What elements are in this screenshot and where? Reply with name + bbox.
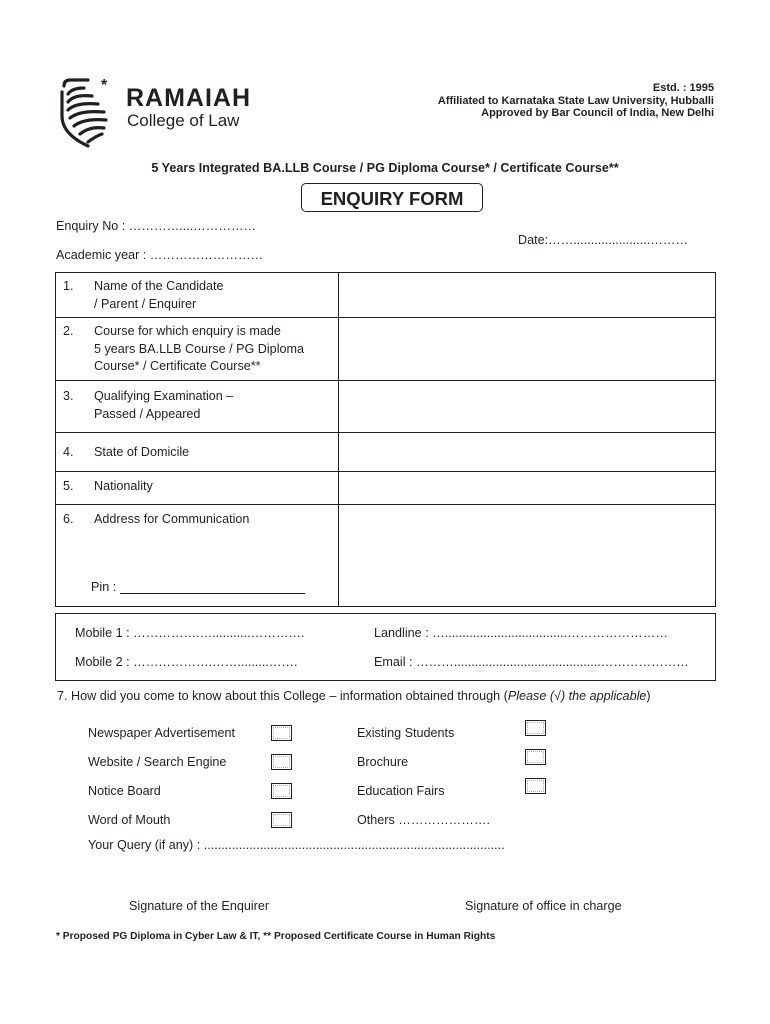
form-title: ENQUIRY FORM — [301, 183, 483, 212]
address-input[interactable] — [339, 505, 716, 607]
signature-enquirer: Signature of the Enquirer — [129, 899, 270, 913]
row-text-line: Passed / Appeared — [94, 406, 201, 421]
row-number: 3. — [63, 389, 74, 403]
signature-office: Signature of office in charge — [465, 899, 622, 913]
established-year: Estd. : 1995 — [652, 82, 714, 94]
svg-text:*: * — [101, 77, 108, 94]
row-text — [94, 278, 224, 313]
pin-line — [120, 581, 305, 594]
row-number: 1. — [63, 279, 74, 293]
contact-box — [55, 613, 716, 681]
footnote: * Proposed PG Diploma in Cyber Law & IT, ** Proposed Certificate Course in Human Rights — [56, 931, 496, 942]
brand-subtitle: College of Law — [127, 111, 240, 130]
row-label — [56, 381, 339, 433]
nationality-input[interactable] — [339, 472, 716, 505]
row-label — [56, 433, 339, 472]
row-text: State of Domicile — [94, 445, 190, 459]
option-label-word-of-mouth: Word of Mouth — [88, 813, 171, 827]
table-row — [56, 472, 716, 505]
landline-field[interactable]: Landline : …...................................…………………… — [374, 626, 668, 640]
table-row — [56, 273, 716, 318]
row-label — [56, 273, 339, 318]
row-label — [56, 318, 339, 381]
date-field[interactable]: Date:……......................……… — [518, 233, 689, 247]
candidate-name-input[interactable] — [339, 273, 716, 318]
mobile1-field[interactable]: Mobile 1 : …………….…...........…………. — [75, 626, 305, 640]
question-7-end: ) — [646, 689, 651, 703]
affiliation-text: Affiliated to Karnataka State Law University, Hubballi — [437, 94, 714, 107]
row-text: Address for Communication — [94, 512, 250, 526]
checkbox-brochure[interactable] — [525, 749, 546, 765]
course-subtitle: 5 Years Integrated BA.LLB Course / PG Diploma Course* / Certificate Course** — [151, 161, 619, 175]
row-label — [56, 472, 339, 505]
row-text-line: / Parent / Enquirer — [94, 296, 197, 311]
option-others-field[interactable]: Others …………………. — [357, 813, 490, 827]
table-row — [56, 505, 716, 607]
option-label-brochure: Brochure — [357, 755, 409, 769]
table-row — [56, 433, 716, 472]
row-number: 2. — [63, 324, 74, 338]
brand-name: RAMAIAH — [126, 84, 252, 112]
enquiry-no-field[interactable]: Enquiry No : …………....…………… — [56, 219, 257, 233]
row-text-line: Name of the Candidate — [94, 279, 224, 293]
checkbox-education-fairs[interactable] — [525, 778, 546, 794]
pin-field[interactable] — [91, 580, 305, 594]
email-field[interactable]: Email : ………..........................................………………… — [374, 655, 689, 669]
row-text — [94, 388, 233, 423]
row-text-line: Course* / Certificate Course** — [94, 359, 261, 373]
row-number: 6. — [63, 512, 74, 526]
checkbox-notice-board[interactable] — [271, 783, 292, 799]
row-text — [94, 323, 304, 376]
row-text-line: Course for which enquiry is made — [94, 324, 281, 338]
row-text: Nationality — [94, 479, 153, 493]
row-number: 5. — [63, 479, 74, 493]
approval-text: Approved by Bar Council of India, New Delhi — [481, 107, 714, 119]
row-number: 4. — [63, 445, 74, 459]
question-7 — [57, 689, 651, 703]
row-text-line: Qualifying Examination – — [94, 389, 234, 403]
checkbox-newspaper[interactable] — [271, 725, 292, 741]
question-7-text: 7. How did you come to know about this College – information obtained through ( — [57, 689, 508, 703]
checkbox-existing-students[interactable] — [525, 720, 546, 736]
academic-year-field[interactable]: Academic year : ……………………… — [56, 248, 264, 262]
checkbox-word-of-mouth[interactable] — [271, 812, 292, 828]
option-label-notice-board: Notice Board — [88, 784, 161, 798]
course-input[interactable] — [339, 318, 716, 381]
checkbox-website[interactable] — [271, 754, 292, 770]
row-label — [56, 505, 339, 607]
details-table — [55, 272, 716, 607]
header-info — [438, 82, 714, 120]
option-label-education-fairs: Education Fairs — [357, 784, 445, 798]
pin-label: Pin : — [91, 580, 117, 594]
domicile-input[interactable] — [339, 433, 716, 472]
row-text-line: 5 years BA.LLB Course / PG Diploma — [94, 341, 304, 356]
qualifying-exam-input[interactable] — [339, 381, 716, 433]
question-7-instruction: Please (√) the applicable — [507, 689, 647, 703]
table-row — [56, 381, 716, 433]
mobile2-field[interactable]: Mobile 2 : ……………….…….........……. — [75, 655, 298, 669]
ramaiah-shield-logo — [58, 76, 120, 148]
option-label-newspaper: Newspaper Advertisement — [88, 726, 235, 740]
option-label-existing-students: Existing Students — [357, 726, 455, 740]
option-label-website: Website / Search Engine — [88, 755, 227, 769]
table-row — [56, 318, 716, 381]
query-field[interactable]: Your Query (if any) : ...................................................................................... — [88, 838, 505, 852]
